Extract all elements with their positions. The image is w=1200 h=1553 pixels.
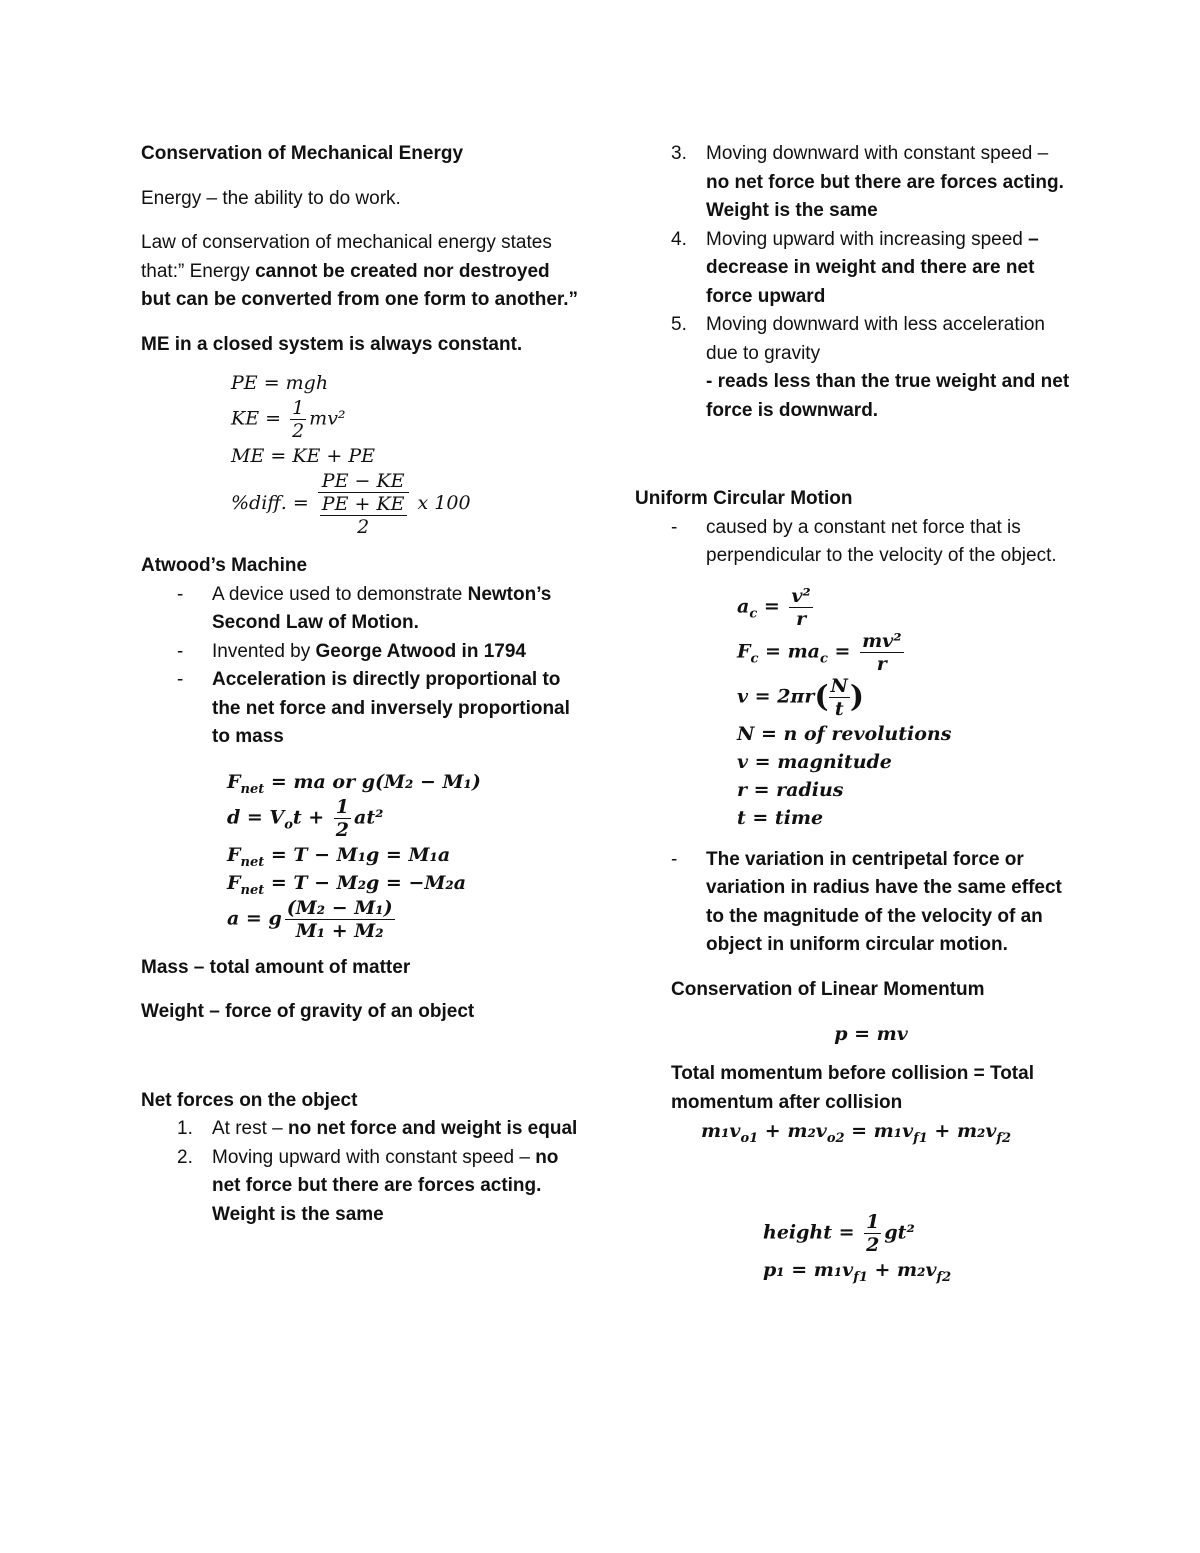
list-item-plain: Moving upward with increasing speed bbox=[706, 228, 1029, 250]
list-item: - The variation in centripetal force or variation in radius have the same effect to the magnitude of the velocity of an object in uniform circular motion. bbox=[671, 848, 1062, 955]
ucm-eq1-den: r bbox=[796, 607, 807, 630]
ucm-eq6: r = radius bbox=[737, 778, 844, 801]
atwood-eq2-rhs: at² bbox=[354, 806, 384, 828]
atwood-eq4-sub: net bbox=[240, 882, 265, 898]
me-closed-statement: ME in a closed system is always constant. bbox=[141, 333, 523, 355]
atwood-eq3-sub: net bbox=[240, 854, 265, 870]
eq-ke bbox=[231, 397, 581, 442]
atwood-eq1 bbox=[227, 768, 581, 796]
ucm-eq3-num: N bbox=[830, 674, 848, 697]
net-forces-list bbox=[141, 1115, 581, 1229]
list-item-plain: Moving downward with less acceleration due to gravity bbox=[706, 314, 1045, 364]
atwood-eq3-f: F bbox=[227, 843, 241, 866]
atwood-eq2-mid: t + bbox=[292, 806, 331, 828]
ucm-list bbox=[635, 514, 1075, 571]
right-column bbox=[635, 140, 1075, 1284]
height-eq-num: 1 bbox=[866, 1211, 880, 1233]
list-item: - Invented by George Atwood in 1794 bbox=[177, 640, 526, 662]
list-item-plain: At rest – bbox=[212, 1118, 289, 1139]
clm-eq2-sub1: o1 bbox=[740, 1130, 759, 1146]
list-item bbox=[141, 1144, 581, 1230]
eq-me: ME = KE + PE bbox=[231, 445, 376, 467]
ucm-eq2-mid: = ma bbox=[758, 640, 820, 662]
list-item-number: 3. bbox=[671, 143, 687, 164]
list-item-number: 1. bbox=[177, 1118, 193, 1139]
list-item-bold: Newton’s Second Law of Motion. bbox=[212, 583, 552, 633]
law-intro: Law of conservation of mechanical energy states that:” Energy bbox=[141, 232, 552, 282]
p1-eq-sub1: f1 bbox=[853, 1269, 868, 1285]
atwood-eq3-rhs: = T − M₁g = M₁a bbox=[264, 843, 451, 866]
clm-eq2-sub2: o2 bbox=[826, 1130, 845, 1146]
clm-eq2-sub4: f2 bbox=[996, 1130, 1012, 1146]
height-eq bbox=[763, 1211, 1075, 1256]
atwood-eq1-rhs: = ma or g(M₂ − M₁) bbox=[264, 770, 481, 793]
energy-definition: Energy – the ability to do work. bbox=[141, 187, 401, 209]
ucm-eq2-frac bbox=[860, 630, 903, 675]
list-item-number: 5. bbox=[671, 314, 687, 335]
ucm-eq2-sub2: c bbox=[820, 650, 828, 666]
height-eq-frac bbox=[864, 1211, 881, 1256]
list-item-bold: Acceleration is directly proportional to the net force and inversely proportional to mass bbox=[212, 669, 570, 747]
net-forces-list-continued bbox=[635, 140, 1075, 425]
p1-eq: $p_1 = m_1v_{f1} + m_2v_{f2}$ bbox=[763, 1259, 952, 1285]
height-eq-lhs: height = bbox=[763, 1221, 862, 1244]
list-item-bold: - reads less than the true weight and net force is downward. bbox=[706, 371, 1070, 421]
atwood-eq5-frac bbox=[285, 897, 395, 942]
list-item-bold: no net force and weight is equal bbox=[288, 1118, 578, 1139]
atwood-eq2-num: 1 bbox=[335, 795, 350, 818]
list-item: - A device used to demonstrate Newton’s Second Law of Motion. bbox=[177, 583, 552, 633]
energy-equations bbox=[231, 369, 581, 538]
atwood-eq2 bbox=[227, 796, 581, 841]
list-item-bold: no net force but there are forces acting. Weight is the same bbox=[706, 171, 1064, 221]
atwood-eq2-frac bbox=[334, 796, 351, 841]
eq-diff-frac bbox=[318, 470, 409, 538]
eq-diff-den-den: 2 bbox=[357, 516, 370, 538]
list-item-plain: Moving downward with constant speed – bbox=[706, 143, 1049, 164]
ucm-eq1-sub: c bbox=[749, 605, 758, 621]
list-item bbox=[141, 1115, 581, 1144]
law-bold: cannot be created nor destroyed but can be converted from one form to another.” bbox=[141, 260, 579, 310]
height-eq-rhs: gt² bbox=[884, 1221, 915, 1244]
section-title-net-forces: Net forces on the object bbox=[141, 1089, 358, 1111]
height-eq-den: 2 bbox=[866, 1234, 880, 1256]
height-equations bbox=[763, 1211, 1075, 1284]
law-paragraph bbox=[141, 229, 581, 315]
atwood-eq2-sub: o bbox=[284, 816, 293, 832]
ucm-eq3-den: t bbox=[834, 697, 844, 720]
list-item: - caused by a constant net force that is perpendicular to the velocity of the object. bbox=[671, 516, 1057, 566]
eq-ke-rhs: mv² bbox=[309, 407, 346, 430]
ucm-list-2 bbox=[635, 846, 1075, 960]
list-item-text: caused by a constant net force that is perpendicular to the velocity of the object. bbox=[706, 516, 1057, 566]
atwood-eq2-den: 2 bbox=[335, 818, 350, 841]
section-title-clm: Conservation of Linear Momentum bbox=[671, 978, 985, 1000]
atwood-eq1-f: F bbox=[227, 770, 241, 793]
list-item-bold: – decrease in weight and there are net force upward bbox=[706, 228, 1039, 307]
eq-ke-lhs: KE = bbox=[231, 407, 288, 430]
atwood-eq4 bbox=[227, 869, 581, 897]
atwood-eq5-den: M₁ + M₂ bbox=[295, 919, 384, 942]
list-item: - Acceleration is directly proportional to the net force and inversely proportional to mass bbox=[177, 669, 570, 747]
ucm-eq1-a: a bbox=[737, 595, 750, 617]
eq-diff-den bbox=[318, 493, 409, 538]
atwood-eq1-sub: net bbox=[240, 781, 265, 797]
eq-ke-frac bbox=[290, 397, 306, 442]
ucm-eq7: t = time bbox=[737, 806, 824, 829]
ucm-eq5: v = magnitude bbox=[737, 750, 892, 773]
clm-eq2-part1: m₁v bbox=[701, 1120, 741, 1142]
list-item bbox=[635, 311, 1075, 425]
section-title-ucm: Uniform Circular Motion bbox=[635, 488, 853, 509]
ucm-eq1-frac bbox=[789, 585, 812, 630]
eq-diff-num: PE − KE bbox=[318, 470, 409, 493]
list-item-text: The variation in centripetal force or variation in radius have the same effect to the magnitude of the velocity of an object in uniform circular motion. bbox=[706, 848, 1062, 955]
ucm-eq3-lhs: v = 2πr bbox=[737, 685, 815, 707]
weight-definition: Weight – force of gravity of an object bbox=[141, 1001, 475, 1022]
p1-eq-sub2: f2 bbox=[936, 1269, 952, 1285]
eq-diff-rhs: x 100 bbox=[411, 492, 471, 514]
list-item-plain: A device used to demonstrate bbox=[212, 583, 468, 605]
list-item-plain: Invented by bbox=[212, 640, 316, 662]
atwood-list bbox=[141, 581, 581, 752]
list-item-number: 4. bbox=[671, 228, 687, 250]
ucm-eq1-num: v² bbox=[791, 584, 811, 607]
left-column bbox=[141, 140, 581, 1229]
list-item-number: 2. bbox=[177, 1146, 193, 1168]
ucm-eq2-den: r bbox=[876, 652, 887, 675]
clm-total-statement: Total momentum before collision = Total momentum after collision bbox=[671, 1063, 1034, 1113]
ucm-eq3-frac bbox=[829, 675, 850, 720]
ucm-eq2-f: F bbox=[737, 640, 751, 662]
mass-definition: Mass – total amount of matter bbox=[141, 956, 411, 978]
list-item-bold: no net force but there are forces acting. Weight is the same bbox=[212, 1146, 559, 1225]
list-item bbox=[635, 226, 1075, 312]
ucm-eq2-num: mv² bbox=[862, 629, 902, 652]
ucm-eq4: N = n of revolutions bbox=[737, 722, 952, 745]
ucm-eq2: $F_c = ma_c$ = $\frac{\text{mv²}}{r}$ bbox=[737, 629, 902, 675]
eq-diff bbox=[231, 470, 581, 538]
eq-diff-lhs: %diff. = bbox=[231, 492, 315, 514]
ucm-eq2-sub: c bbox=[750, 650, 759, 666]
list-item bbox=[635, 140, 1075, 226]
section-title-mechanical-energy: Conservation of Mechanical Energy bbox=[141, 143, 464, 164]
atwood-eq4-rhs: = T − M₂g = −M₂a bbox=[264, 871, 467, 894]
atwood-eq3 bbox=[227, 841, 581, 869]
ucm-eq3: v = 2πr( $\frac{N}{t}$ ) bbox=[737, 674, 865, 720]
atwood-eq4-f: F bbox=[227, 871, 241, 894]
list-item-bold: George Atwood in 1794 bbox=[315, 640, 526, 662]
atwood-eq2-lhs: d = V bbox=[227, 806, 285, 828]
eq-ke-num: 1 bbox=[292, 397, 305, 419]
eq-diff-den-num: PE + KE bbox=[321, 493, 405, 515]
atwood-eq5-lhs: a = g bbox=[227, 907, 282, 929]
section-title-atwood: Atwood’s Machine bbox=[141, 555, 308, 576]
eq-ke-den: 2 bbox=[292, 420, 305, 442]
ucm-eq1: $a_c$ = $\frac{\text{v²}}{r}$ bbox=[737, 584, 811, 630]
eq-pe: PE = mgh bbox=[231, 372, 329, 394]
list-item-plain: Moving upward with constant speed – bbox=[212, 1146, 536, 1168]
clm-eq2: $m_1v_{o1} + m_2v_{o2} = m_1v_{f1} + m_2v_{f2}$ bbox=[701, 1120, 1012, 1146]
p1-eq-part1: p₁ = m₁v bbox=[763, 1259, 854, 1281]
atwood-eq5-num: (M₂ − M₁) bbox=[286, 896, 393, 919]
atwood-eq5 bbox=[227, 897, 581, 942]
ucm-equations bbox=[737, 585, 1075, 832]
clm-eq: p = mv bbox=[834, 1023, 908, 1045]
eq-diff-inner-frac bbox=[320, 493, 407, 538]
atwood-equations bbox=[227, 768, 581, 942]
clm-eq2-sub3: f1 bbox=[913, 1130, 928, 1146]
